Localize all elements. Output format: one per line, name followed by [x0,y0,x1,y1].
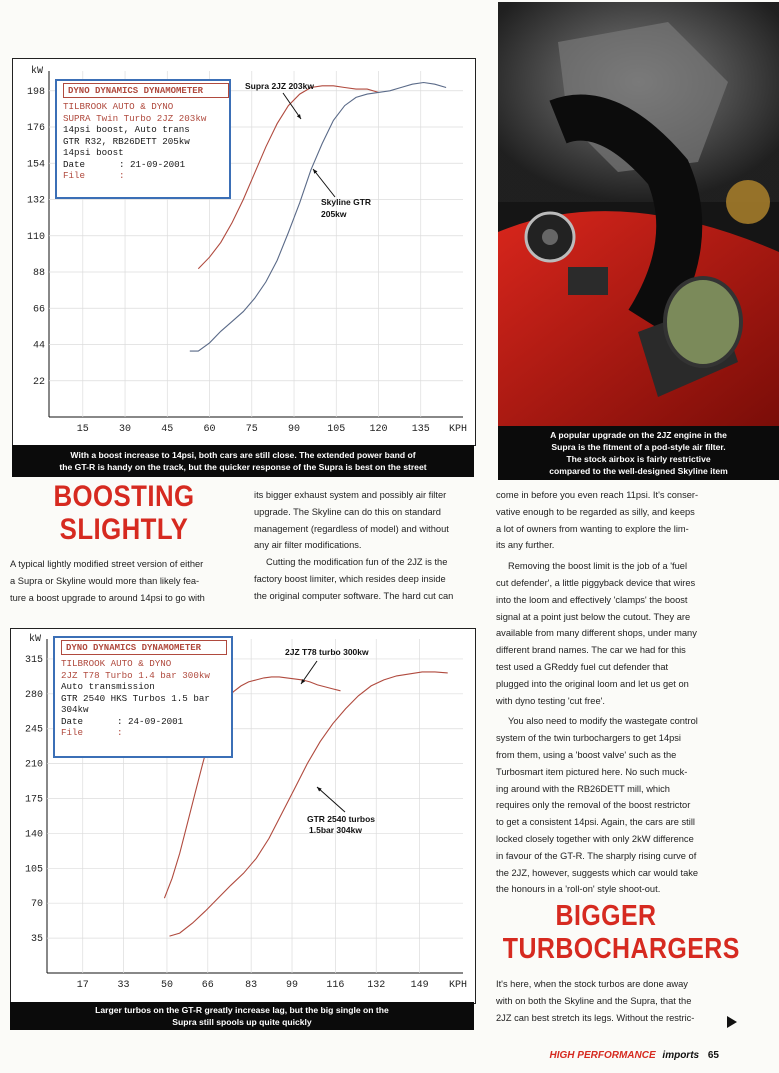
text-line: a lot of owners from wanting to explore the lim- [496,523,689,534]
text-line: with on both the Skyline and the Supra, that the [496,995,692,1006]
x-tick-label: 66 [201,980,214,991]
y-tick-label: 154 [26,159,45,171]
file-row [61,727,210,739]
caption-line: compared to the well-designed Skyline item [549,466,728,476]
y-tick-label: 176 [26,123,45,135]
continue-arrow-icon [727,1016,737,1028]
x-tick-label: 149 [410,980,429,991]
headline-line: BOOSTING [53,480,195,513]
text-line: A typical lightly modified street version of either [10,559,204,569]
date-row [61,716,210,728]
info-line: TILBROOK AUTO & DYNO [61,658,172,669]
text-line: vative enough to be regarded as silly, and keeps [496,506,695,517]
page-footer [550,1050,719,1061]
y-tick-label: 140 [24,829,43,841]
article-col-1 [10,556,244,606]
info-line: 14psi boost, Auto trans [63,124,190,135]
x-tick-label: 116 [326,980,345,991]
annotation-arrow [317,787,345,812]
photo-caption [498,426,779,480]
y-tick-label: 315 [24,654,43,666]
y-tick-label: 22 [32,376,45,388]
date-value: : 21-09-2001 [119,158,186,170]
caption-line: A popular upgrade on the 2JZ engine in the [550,430,727,440]
y-tick-label: 132 [26,195,45,207]
text-line: 2JZ can best stretch its legs. Without the restric- [496,1012,695,1023]
x-tick-label: 83 [245,980,258,991]
chart-annotation: 1.5bar 304kw [309,825,362,835]
text-line: Removing the boost limit is the job of a 'fuel [508,561,688,572]
dyno-info-box-2 [53,636,233,758]
arrow-head [297,114,301,119]
dyno-info-lines-1 [63,101,206,182]
x-tick-label: 50 [160,980,173,991]
chart-caption-2 [10,1002,474,1030]
dyno-chart-1 [12,58,476,446]
x-tick-label: 15 [76,424,89,435]
text-line: with dyno testing 'cut free'. [496,695,605,706]
text-line: plugged into the original loom and let us get on [496,678,689,689]
text-line: locked closely together with only 2kW difference [496,833,694,844]
y-axis-label: kW [30,66,43,77]
y-tick-label: 44 [32,340,45,352]
text-line: available from many different shops, under many [496,628,697,639]
text-line: management (regardless of model) and without [254,523,449,534]
info-line: GTR R32, RB26DETT 205kw [63,135,190,147]
file-label: File [63,170,86,181]
headline-boosting-slightly [31,480,217,546]
info-line: TILBROOK AUTO & DYNO [63,101,174,112]
info-line: 304kw [61,704,89,715]
file-value: : [117,727,123,738]
y-tick-label: 35 [30,934,43,946]
text-line: the 2JZ, however, suggests which car would take [496,867,699,878]
text-line: factory boost limiter, which resides deep inside [254,573,446,584]
text-line: cut defender', a little piggyback device that wires [496,577,696,588]
text-line: any air filter modifications. [254,540,362,551]
y-tick-label: 175 [24,794,43,806]
y-tick-label: 198 [26,86,45,98]
text-line: to get a consistent 14psi. Again, the cars are still [496,817,695,828]
headline-line: TURBOCHARGERS [502,933,740,965]
file-label: File [61,727,84,738]
y-tick-label: 70 [30,899,43,911]
info-line: GTR 2540 HKS Turbos 1.5 bar [61,692,210,704]
text-line: ture a boost upgrade to around 14psi to go with [10,592,205,603]
text-line: test used a GReddy fuel cut defender that [496,661,669,672]
dyno-brand-2: DYNO DYNAMICS DYNAMOMETER [61,640,227,655]
y-tick-label: 66 [32,304,45,316]
y-tick-label: 105 [24,864,43,876]
text-line: upgrade. The Skyline can do this on standard [254,506,441,517]
headline-line: BIGGER [555,900,657,932]
chart-annotation: Supra 2JZ 203kw [245,81,314,91]
page-number: 65 [707,1050,719,1061]
headline-line: SLIGHTLY [59,513,189,546]
x-axis-label: KPH [448,980,467,991]
text-line: ing around with the RB26DETT mill, which [496,783,670,794]
chart-annotation: Skyline GTR [321,197,372,207]
text-line: from them, using a 'boost valve' such as the [496,749,677,760]
chart-caption-1 [12,445,474,477]
engine-bay-photo [498,2,779,426]
paragraph [496,487,718,554]
annotation-arrow [283,93,301,119]
date-label: Date [61,715,84,727]
article-col-3-end [496,976,718,1026]
caption-line: With a boost increase to 14psi, both cars are still close. The extended power band of [70,450,416,460]
text-line: It's here, when the stock turbos are done away [496,979,688,989]
x-tick-label: 132 [367,980,386,991]
x-tick-label: 75 [245,424,258,435]
info-line: Auto transmission [61,681,155,692]
caption-line: Supra is the fitment of a pod-style air filter. [551,442,726,452]
text-line: in favour of the GT-R. The sharply rising curve of [496,850,697,861]
article-col-2 [254,487,476,605]
text-line: signal at a point just below the cutout. They are [496,611,691,622]
caption-line: Larger turbos on the GT-R greatly increase lag, but the big single on the [95,1005,389,1015]
info-line: 2JZ T78 Turbo 1.4 bar 300kw [61,669,210,681]
paragraph [496,713,718,898]
x-axis-label: KPH [448,424,467,435]
dyno-brand-1: DYNO DYNAMICS DYNAMOMETER [63,83,229,98]
date-label: Date [63,158,86,170]
annotation-arrow [313,169,335,197]
headline-bigger-turbochargers [502,900,740,966]
y-tick-label: 210 [24,759,43,771]
chart-annotation: GTR 2540 turbos [307,814,376,824]
y-tick-label: 245 [24,724,43,736]
x-tick-label: 99 [285,980,299,991]
x-tick-label: 90 [288,424,301,435]
x-tick-label: 33 [117,980,130,991]
x-tick-label: 60 [203,424,216,435]
x-tick-label: 30 [119,424,132,435]
x-tick-label: 120 [369,424,388,435]
text-line: a Supra or Skyline would more than likely fea- [10,575,200,586]
text-line: into the loom and effectively 'clamps' the boost [496,594,688,605]
dyno-info-box-1 [55,79,231,199]
x-tick-label: 45 [161,424,174,435]
x-tick-label: 17 [76,980,89,991]
text-line: different brand names. The car we had for this [496,645,686,656]
y-tick-label: 88 [32,268,45,280]
y-tick-label: 280 [24,689,43,701]
article-col-3 [496,487,718,898]
text-line: Turbosmart item pictured here. No such muck- [496,766,688,777]
x-tick-label: 105 [327,424,346,435]
info-line: SUPRA Twin Turbo 2JZ 203kw [63,112,207,124]
text-line: its any further. [496,540,555,551]
text-line: requires only the removal of the boost restrictor [496,800,691,811]
date-value: : 24-09-2001 [117,715,184,727]
text-line: come in before you even reach 11psi. It's conser- [496,490,699,500]
chart-annotation: 205kw [321,209,347,219]
text-line: system of the twin turbochargers to get 14psi [496,733,681,744]
engine-bay-illustration [498,2,779,426]
magazine-name: HIGH PERFORMANCE [549,1050,656,1061]
text-line: Cutting the modification fun of the 2JZ is the [266,557,448,568]
y-axis-label: kW [28,634,41,645]
date-row [63,159,206,171]
caption-line: the GT-R is handy on the track, but the quicker response of the Supra is best on the street [59,462,427,472]
caption-line: The stock airbox is fairly restrictive [566,454,711,464]
x-tick-label: 135 [411,424,430,435]
y-tick-label: 110 [26,231,45,243]
text-line: You also need to modify the wastegate control [508,716,698,727]
file-row [63,170,206,182]
paragraph [496,558,718,709]
dyno-chart-2 [10,628,476,1004]
info-line: 14psi boost [63,147,124,158]
text-line: the original computer software. The hard cut can [254,590,454,601]
caption-line: Supra still spools up quite quickly [172,1017,312,1027]
magazine-name-suffix: imports [662,1050,700,1061]
chart-annotation: 2JZ T78 turbo 300kw [285,647,369,657]
text-line: its bigger exhaust system and possibly air filter [254,490,447,500]
text-line: the honours in a 'roll-on' style shoot-out. [496,884,661,895]
file-value: : [119,170,125,181]
dyno-info-lines-2 [61,658,210,739]
